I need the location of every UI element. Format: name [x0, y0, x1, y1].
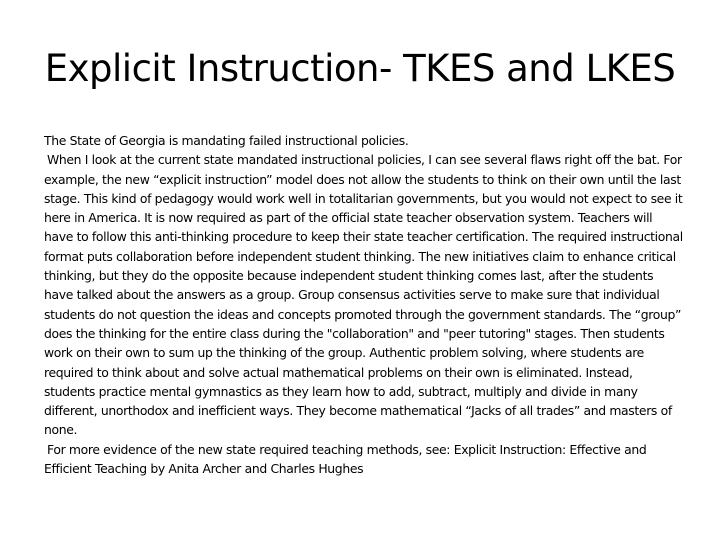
paragraph-main: When I look at the current state mandated instructional policies, I can see several flaws right off the bat. For example, the new “explicit instruction” model does not allow the students to think on their own until the last stage. This kind of pedagogy would work well in totalitarian governments, but you would not expect to see it here in America. It is now required as part of the official state teacher observation system. Teachers will have to follow this anti-thinking procedure to keep their state teacher certification. The required instructional format puts collaboration before independent student thinking. The new initiatives claim to enhance critical thinking, but they do the opposite because independent student thinking comes last, after the students have talked about the answers as a group. Group consensus activities serve to make sure that individual students do not question the ideas and concepts promoted through the government standards. The “group” does the thinking for the entire class during the "collaboration" and "peer tutoring" stages. Then students work on their own to sum up the thinking of the group. Authentic problem solving, where students are required to think about and solve actual mathematical problems on their own is eliminated. Instead, students practice mental gymnastics as they learn how to add, subtract, multiply and divide in many different, unorthodox and inefficient ways. They become mathematical “Jacks of all trades” and masters of none. — [44, 152, 683, 438]
slide-body — [44, 131, 684, 478]
paragraph-intro: The State of Georgia is mandating failed instructional policies. — [44, 133, 409, 148]
slide-title: Explicit Instruction- TKES and LKES — [44, 47, 676, 90]
paragraph-reference: For more evidence of the new state required teaching methods, see: Explicit Instruction: Effective and Efficient Teaching by Anita Archer and Charles Hughes — [44, 441, 647, 477]
